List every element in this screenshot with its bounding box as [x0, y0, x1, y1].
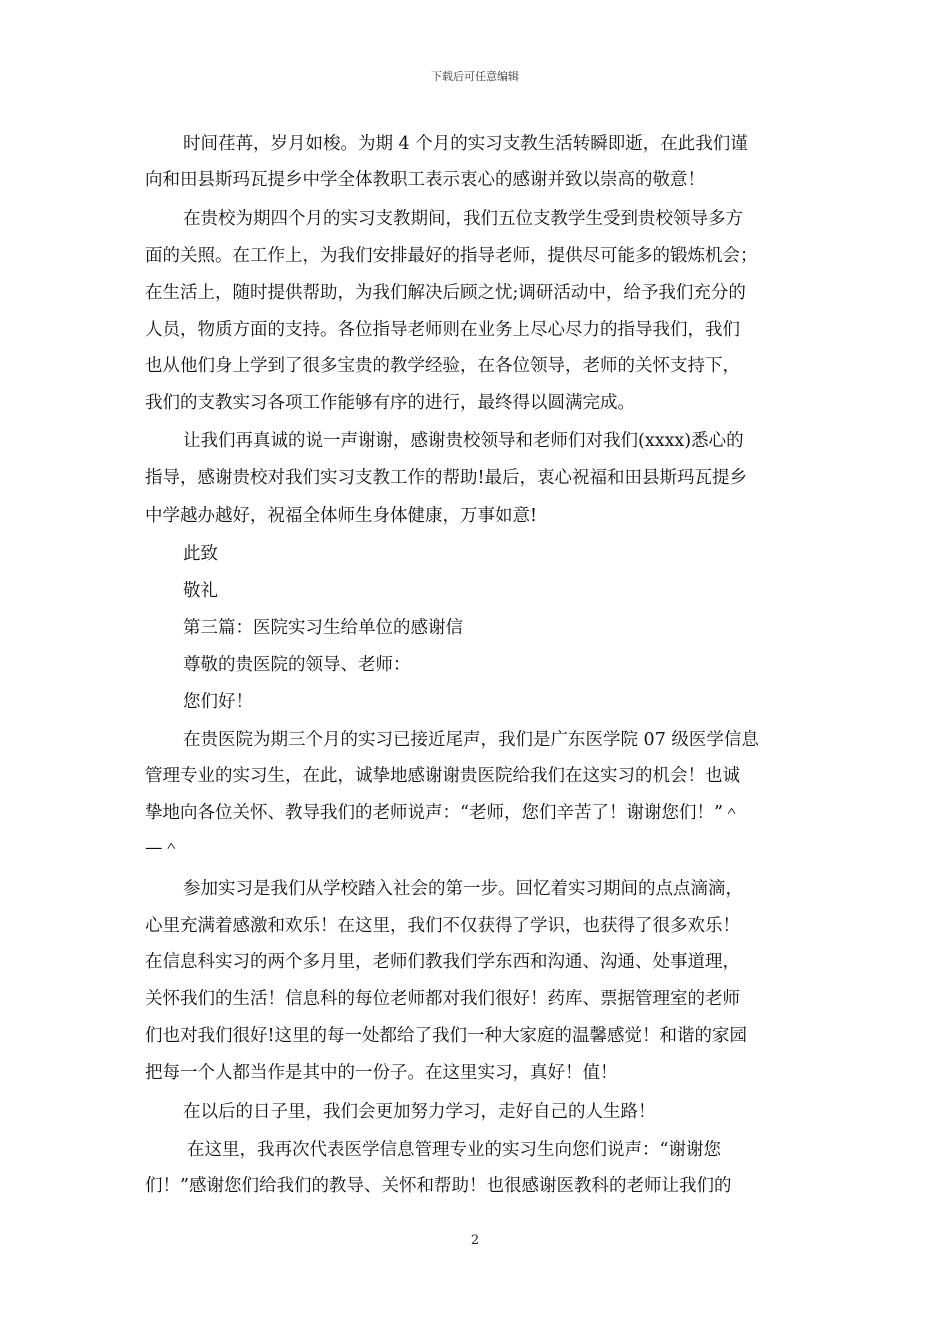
text-line: 们！”感谢您们给我们的教导、关怀和帮助！也很感谢医教科的老师让我们的	[145, 1176, 732, 1196]
text-line: 挚地向各位关怀、教导我们的老师说声：“老师，您们辛苦了！谢谢您们！”＾	[145, 803, 741, 823]
page-header: 下载后可任意编辑	[431, 70, 519, 83]
text-line: 把每一个人都当作是其中的一份子。在这里实习，真好！值！	[145, 1063, 618, 1083]
text-line: 我们的支教实习各项工作能够有序的进行，最终得以圆满完成。	[145, 393, 635, 413]
text-line: 在生活上，随时提供帮助，为我们解决后顾之忧;调研活动中，给予我们充分的	[145, 283, 746, 303]
text-line: 在贵医院为期三个月的实习已接近尾声，我们是广东医学院 07 级医学信息	[183, 730, 759, 750]
text-line: 您们好！	[183, 692, 253, 712]
text-line: 在以后的日子里，我们会更加努力学习，走好自己的人生路！	[183, 1102, 656, 1122]
text-line: 尊敬的贵医院的领导、老师：	[183, 655, 411, 675]
text-line: 在这里，我再次代表医学信息管理专业的实习生向您们说声：“谢谢您	[187, 1140, 721, 1160]
text-line: 敬礼	[183, 581, 218, 601]
text-line: 关怀我们的生活！信息科的每位老师都对我们很好！药库、票据管理室的老师	[145, 989, 740, 1009]
text-line: 面的关照。在工作上，为我们安排最好的指导老师，提供尽可能多的锻炼机会；	[145, 246, 758, 266]
text-line: 参加实习是我们从学校踏入社会的第一步。回忆着实习期间的点点滴滴，	[183, 879, 743, 899]
text-line: 在贵校为期四个月的实习支教期间，我们五位支教学生受到贵校领导多方	[183, 209, 743, 229]
text-line: —＾	[145, 838, 180, 858]
text-line: 时间荏苒，岁月如梭。为期 4 个月的实习支教生活转瞬即逝，在此我们谨	[183, 134, 748, 154]
text-line: 们也对我们很好!这里的每一处都给了我们一种大家庭的温馨感觉！和谐的家园	[145, 1026, 748, 1046]
text-line: 此致	[183, 544, 218, 564]
page-number: 2	[470, 1233, 480, 1248]
text-line: 指导，感谢贵校对我们实习支教工作的帮助!最后，衷心祝福和田县斯玛瓦提乡	[145, 468, 748, 488]
section-title: 第三篇：医院实习生给单位的感谢信	[183, 618, 463, 638]
text-line: 人员，物质方面的支持。各位指导老师则在业务上尽心尽力的指导我们，我们	[145, 320, 740, 340]
text-line: 在信息科实习的两个多月里，老师们教我们学东西和沟通、沟通、处事道理，	[145, 952, 740, 972]
text-line: 中学越办越好，祝福全体师生身体健康，万事如意!	[145, 506, 538, 526]
text-line: 也从他们身上学到了很多宝贵的教学经验，在各位领导，老师的关怀支持下，	[145, 356, 740, 376]
text-line: 心里充满着感激和欢乐！在这里，我们不仅获得了学识，也获得了很多欢乐！	[145, 916, 740, 936]
text-line: 让我们再真诚的说一声谢谢，感谢贵校领导和老师们对我们(xxxx)悉心的	[183, 431, 744, 451]
text-line: 向和田县斯玛瓦提乡中学全体教职工表示衷心的感谢并致以崇高的敬意！	[145, 170, 705, 190]
text-line: 管理专业的实习生，在此，诚挚地感谢谢贵医院给我们在这实习的机会！也诚	[145, 766, 740, 786]
